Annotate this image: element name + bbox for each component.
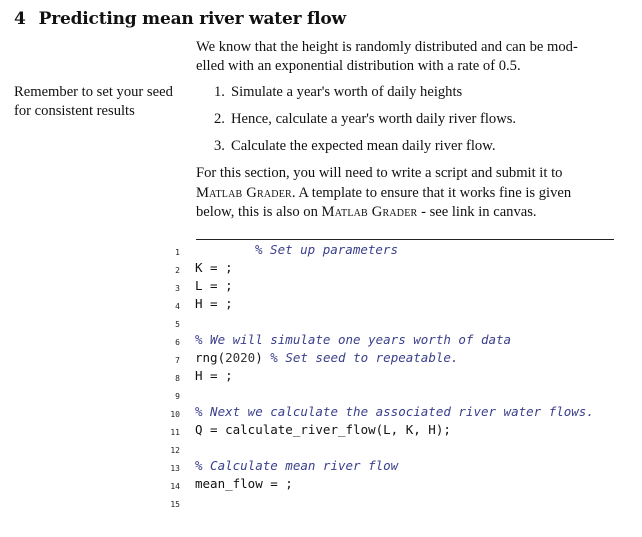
code-line — [195, 350, 458, 365]
step-text: Hence, calculate a year's worth daily river flows. — [231, 111, 517, 127]
line-number: 4 — [175, 302, 180, 311]
line-number: 13 — [170, 464, 180, 473]
step-text: Simulate a year's worth of daily heights — [231, 84, 463, 100]
line-number: 7 — [175, 356, 180, 365]
code-line: L = ; — [195, 278, 233, 293]
line-number: 3 — [175, 284, 180, 293]
margin-note — [14, 83, 189, 121]
line-number: 11 — [170, 428, 180, 437]
matlab-grader-term: Matlab Grader — [196, 184, 292, 201]
line-number: 2 — [175, 266, 180, 275]
code-line: H = ; — [195, 296, 233, 311]
intro-paragraph — [196, 38, 614, 76]
code-token: rng( — [195, 350, 226, 365]
step-number: 3. — [214, 138, 225, 154]
grader-paragraph — [196, 164, 614, 223]
line-number: 5 — [175, 320, 180, 329]
line-number: 12 — [170, 446, 180, 455]
line-number: 10 — [170, 410, 180, 419]
list-item — [214, 137, 495, 156]
line-number: 6 — [175, 338, 180, 347]
line-number: 1 — [175, 248, 180, 257]
list-item — [214, 110, 516, 129]
section-heading — [14, 9, 346, 29]
code-comment: % Calculate mean river flow — [195, 458, 399, 473]
grader-line-3-text: below, this is also on — [196, 204, 322, 220]
line-number: 9 — [175, 392, 180, 401]
margin-note-line-2: for consistent results — [14, 103, 135, 119]
code-line: H = ; — [195, 368, 233, 383]
step-number: 2. — [214, 111, 225, 127]
grader-line-2-text: . A template to ensure that it works fine is given — [291, 184, 572, 201]
code-comment: % Set up parameters — [255, 242, 398, 257]
grader-line-2 — [196, 184, 614, 204]
margin-note-line-1: Remember to set your seed — [14, 84, 173, 100]
line-number: 8 — [175, 374, 180, 383]
code-number: 2020 — [225, 350, 256, 365]
line-number: 15 — [170, 500, 180, 509]
list-item — [214, 83, 462, 102]
intro-line-1: We know that the height is randomly distributed and can be mod- — [196, 39, 578, 55]
code-comment: % We will simulate one years worth of data — [195, 332, 512, 347]
code-line: mean_flow = ; — [195, 476, 293, 491]
matlab-grader-term: Matlab Grader — [321, 204, 418, 220]
code-line: Q = calculate_river_flow(L, K, H); — [195, 422, 451, 437]
code-token: ) — [255, 350, 271, 365]
grader-line-3-suffix: - see link in canvas. — [417, 204, 537, 220]
code-line: K = ; — [195, 260, 233, 275]
code-comment: % Set seed to repeatable. — [270, 350, 459, 365]
code-comment: % Next we calculate the associated river water flows. — [195, 404, 594, 419]
intro-line-2: elled with an exponential distribution with a rate of 0.5. — [196, 58, 521, 74]
section-title: Predicting mean river water flow — [38, 9, 346, 29]
section-number: 4 — [14, 9, 26, 29]
code-top-rule — [196, 239, 614, 240]
grader-line-3 — [196, 203, 614, 223]
line-number: 14 — [170, 482, 180, 491]
step-number: 1. — [214, 84, 225, 100]
step-text: Calculate the expected mean daily river flow. — [231, 138, 496, 154]
grader-line-1: For this section, you will need to write a script and submit it to — [196, 165, 563, 181]
